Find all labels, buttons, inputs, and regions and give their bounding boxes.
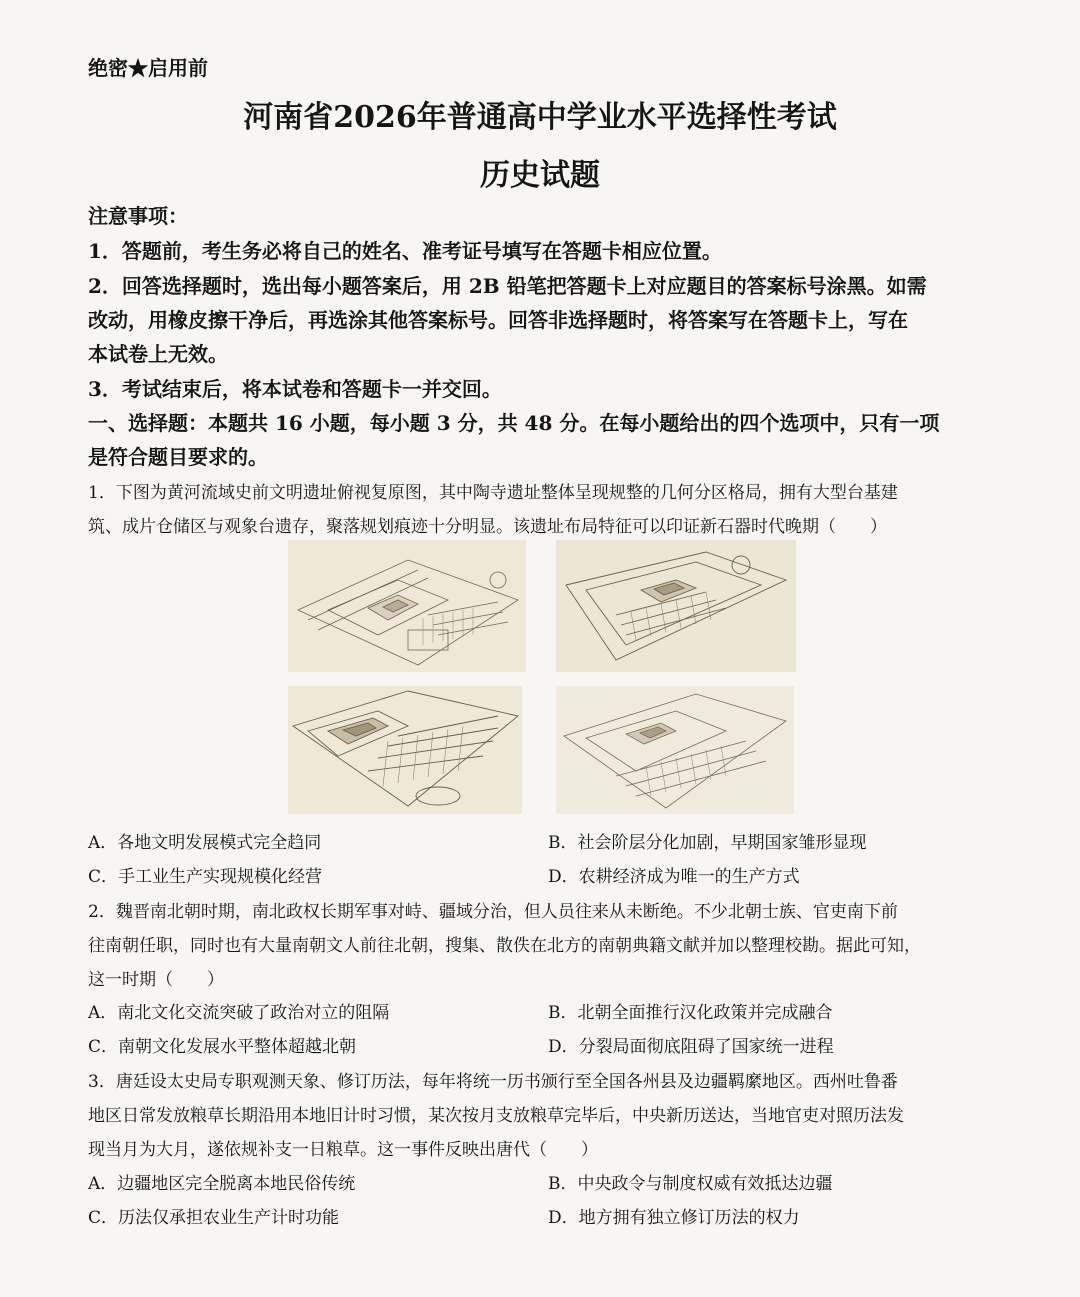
question-2-stem: 这一时期（ ） <box>88 970 224 990</box>
notice-item: 2．回答选择题时，选出每小题答案后，用 2B 铅笔把答题卡上对应题目的答案标号涂黑。如需 <box>88 274 927 298</box>
question-1-stem: 筑、成片仓储区与观象台遗存，聚落规划痕迹十分明显。该遗址布局特征可以印证新石器时代晚期（ ） <box>88 517 887 537</box>
notice-heading: 注意事项： <box>88 204 188 228</box>
notice-item: 改动，用橡皮擦干净后，再选涂其他答案标号。回答非选择题时，将答案写在答题卡上，写在 <box>88 308 908 332</box>
question-3-option-d: D．地方拥有独立修订历法的权力 <box>548 1208 800 1228</box>
notice-item: 1．答题前，考生务必将自己的姓名、准考证号填写在答题卡相应位置。 <box>88 239 722 263</box>
question-3-option-b: B．中央政令与制度权威有效抵达边疆 <box>548 1174 833 1194</box>
question-3-option-c: C．历法仅承担农业生产计时功能 <box>88 1208 340 1228</box>
question-1-option-b: B．社会阶层分化加剧，早期国家雏形显现 <box>548 833 867 853</box>
question-2-option-c: C．南朝文化发展水平整体超越北朝 <box>88 1037 357 1057</box>
question-1-option-a: A．各地文明发展模式完全趋同 <box>88 833 322 853</box>
question-2-stem: 往南朝任职，同时也有大量南朝文人前往北朝，搜集、散佚在北方的南朝典籍文献并加以整理校勘。据此可知， <box>88 936 921 956</box>
question-1-stem: 1．下图为黄河流域史前文明遗址俯视复原图，其中陶寺遗址整体呈现规整的几何分区格局，拥有大型台基建 <box>88 483 898 503</box>
confidential-label: 绝密★启用前 <box>88 56 208 80</box>
site-illustration-1 <box>288 540 526 672</box>
question-2-option-d: D．分裂局面彻底阻碍了国家统一进程 <box>548 1037 834 1057</box>
question-2-option-b: B．北朝全面推行汉化政策并完成融合 <box>548 1003 833 1023</box>
question-3-stem: 3．唐廷设太史局专职观测天象、修订历法，每年将统一历书颁行至全国各州县及边疆羁縻地区。西州吐鲁番 <box>88 1072 898 1092</box>
question-2-stem: 2．魏晋南北朝时期，南北政权长期军事对峙、疆域分治，但人员往来从未断绝。不少北朝士族、官吏南下前 <box>88 902 898 922</box>
site-illustration-3 <box>288 686 522 814</box>
site-illustration-4 <box>556 686 794 814</box>
site-illustration-2 <box>556 540 796 672</box>
section-heading: 一、选择题：本题共 16 小题，每小题 3 分，共 48 分。在每小题给出的四个选项中，只有一项 <box>88 411 940 435</box>
question-3-stem: 地区日常发放粮草长期沿用本地旧计时习惯，某次按月支放粮草完毕后，中央新历送达，当地官吏对照历法发 <box>88 1106 904 1126</box>
notice-item: 3．考试结束后，将本试卷和答题卡一并交回。 <box>88 377 502 401</box>
question-3-stem: 现当月为大月，遂依规补支一日粮草。这一事件反映出唐代（ ） <box>88 1140 598 1160</box>
section-heading-cont: 是符合题目要求的。 <box>88 445 268 469</box>
question-1-option-d: D．农耕经济成为唯一的生产方式 <box>548 867 800 887</box>
notice-item: 本试卷上无效。 <box>88 342 228 366</box>
question-1-option-c: C．手工业生产实现规模化经营 <box>88 867 323 887</box>
exam-title: 河南省2026年普通高中学业水平选择性考试 <box>243 100 837 135</box>
question-3-option-a: A．边疆地区完全脱离本地民俗传统 <box>88 1174 356 1194</box>
exam-subtitle: 历史试题 <box>480 158 600 193</box>
question-2-option-a: A．南北文化交流突破了政治对立的阻隔 <box>88 1003 390 1023</box>
